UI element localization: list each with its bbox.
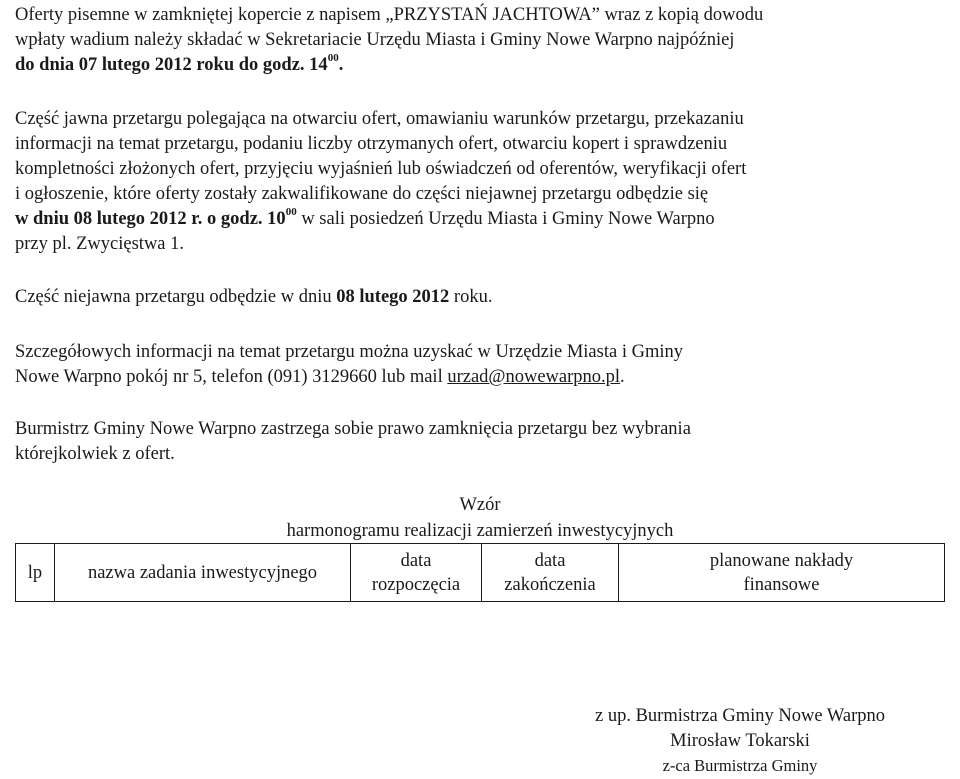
signature-title: z-ca Burmistrza Gminy: [662, 756, 818, 775]
offers-line-1: Oferty pisemne w zamkniętej kopercie z napisem „PRZYSTAŃ JACHTOWA” wraz z kopią dowodu: [15, 5, 764, 25]
public-part-paragraph: [15, 107, 950, 257]
info-contact: Nowe Warpno pokój nr 5, telefon (091) 3129660 lub mail: [15, 367, 448, 387]
info-line-2: [15, 365, 950, 390]
col-planned-costs-label-2: finansowe: [743, 574, 820, 595]
public-date: w dniu 08 lutego 2012 r. o godz. 10: [15, 209, 286, 229]
public-line-1: Część jawna przetargu polegająca na otwarciu ofert, omawianiu warunków przetargu, przekazaniu: [15, 109, 744, 129]
col-lp-label: lp: [27, 562, 43, 583]
signature-line-1: z up. Burmistrza Gminy Nowe Warpno: [594, 706, 885, 726]
offers-line-3: [15, 53, 950, 78]
col-planned-costs-label-1: planowane nakłady: [709, 550, 854, 571]
closed-text: Część niejawna przetargu odbędzie w dniu: [15, 287, 337, 307]
form-title: Wzór: [459, 495, 501, 515]
offers-paragraph: [15, 3, 950, 78]
col-lp: [16, 544, 55, 602]
closed-date: 08 lutego 2012: [336, 287, 450, 307]
public-line-3: kompletności złożonych ofert, przyjęciu wyjaśnień lub oświadczeń od oferentów, weryfikacji ofert: [15, 159, 747, 179]
col-end-date: [482, 544, 619, 602]
offers-line-2: wpłaty wadium należy składać w Sekretariacie Urzędu Miasta i Gminy Nowe Warpno najpóźniej: [15, 30, 735, 50]
schedule-header-row: [16, 544, 945, 602]
public-date-minutes: 00: [285, 206, 297, 218]
reserve-line-1: Burmistrz Gminy Nowe Warpno zastrzega sobie prawo zamknięcia przetargu bez wybrania: [15, 419, 691, 439]
public-line-4: i ogłoszenie, które oferty zostały zakwalifikowane do części niejawnej przetargu odbędzie się: [15, 184, 709, 204]
public-line-2: informacji na temat przetargu, podaniu liczby otrzymanych ofert, otwarciu kopert i sprawdzeniu: [15, 134, 728, 154]
col-task-name-label: nazwa zadania inwestycyjnego: [87, 562, 318, 583]
closed-end: roku.: [449, 287, 493, 307]
offers-deadline-minutes: 00: [327, 52, 339, 64]
public-venue: w sali posiedzeń Urzędu Miasta i Gminy Nowe Warpno: [296, 209, 715, 229]
col-end-date-label-2: zakończenia: [504, 574, 596, 595]
email-link[interactable]: urzad@nowewarpno.pl: [447, 367, 621, 387]
signature-name: Mirosław Tokarski: [670, 731, 810, 751]
info-end: .: [620, 367, 625, 387]
reserve-line-2: którejkolwiek z ofert.: [15, 444, 175, 464]
schedule-table: [15, 543, 945, 602]
col-start-date: [351, 544, 482, 602]
col-task-name: [55, 544, 351, 602]
offers-deadline: do dnia 07 lutego 2012 roku do godz. 14: [15, 55, 328, 75]
col-start-date-label-1: data: [400, 550, 432, 571]
public-line-5: [15, 207, 950, 232]
info-paragraph: [15, 340, 950, 390]
reserve-paragraph: [15, 417, 950, 467]
col-start-date-label-2: rozpoczęcia: [371, 574, 461, 595]
col-planned-costs: [619, 544, 945, 602]
col-end-date-label-1: data: [534, 550, 566, 571]
closed-line: [15, 285, 950, 310]
info-line-1: Szczegółowych informacji na temat przetargu można uzyskać w Urzędzie Miasta i Gminy: [15, 342, 683, 362]
closed-part-paragraph: [15, 285, 950, 310]
form-subtitle: harmonogramu realizacji zamierzeń inwestycyjnych: [286, 521, 674, 541]
public-line-6: przy pl. Zwycięstwa 1.: [15, 234, 185, 254]
offers-deadline-period: .: [338, 55, 344, 75]
